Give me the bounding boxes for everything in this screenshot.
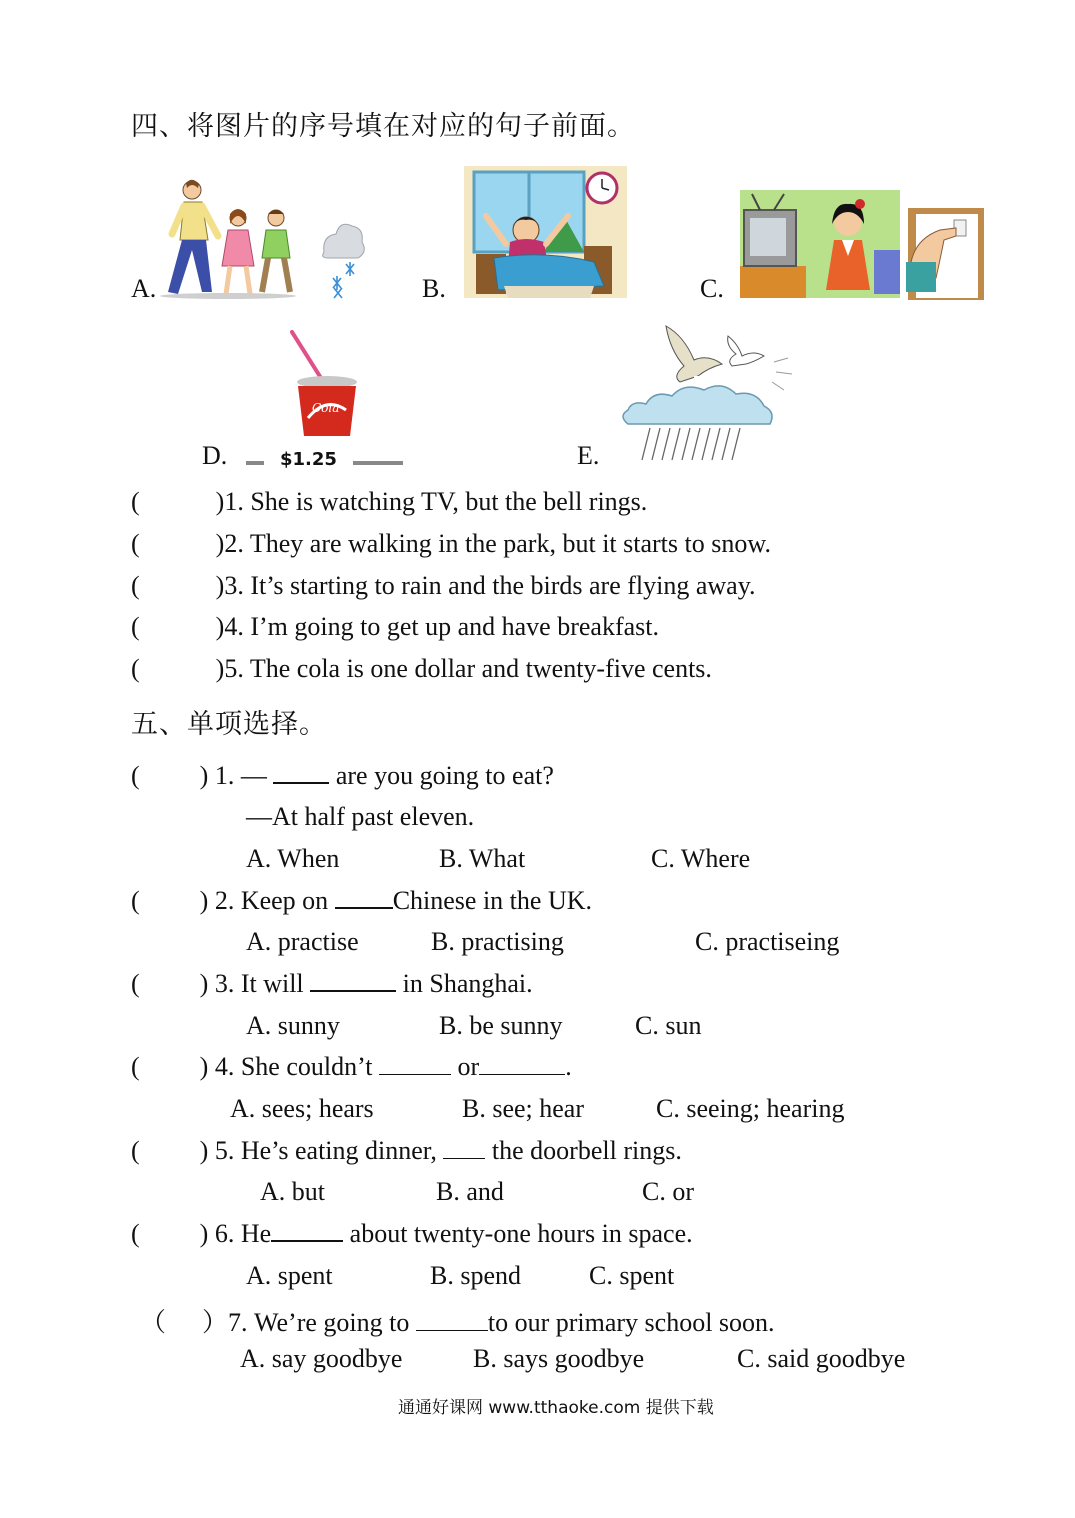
question-4: [131, 1052, 572, 1082]
family-walking-snow-icon: [158, 178, 368, 300]
question-5: [131, 1136, 682, 1166]
answer-paren-open[interactable]: （: [140, 1308, 167, 1337]
section-5-heading: 五、单项选择。: [131, 709, 327, 740]
answer-paren-open[interactable]: (: [131, 886, 140, 915]
q2-option-a[interactable]: A. practise: [246, 927, 359, 956]
question-stem: ) 4. She couldn’t: [199, 1052, 380, 1081]
question-stem: ) 2. Keep on: [199, 886, 335, 915]
question-stem: ) 1. —: [199, 761, 267, 790]
q3-option-b[interactable]: B. be sunny: [439, 1011, 563, 1040]
answer-paren-open[interactable]: (: [131, 654, 140, 683]
fill-blank[interactable]: [271, 1220, 343, 1242]
question-6: [131, 1219, 693, 1249]
question-stem: ) 6. He: [199, 1219, 272, 1248]
footer-source: 通通好课网 www.tthaoke.com 提供下载: [398, 1398, 714, 1418]
q6-option-c[interactable]: C. spent: [589, 1261, 675, 1290]
q7-option-b[interactable]: B. says goodbye: [473, 1344, 645, 1373]
question-stem-end: about twenty-one hours in space.: [343, 1219, 693, 1248]
svg-text:Cola: Cola: [312, 401, 340, 415]
fill-blank[interactable]: [310, 970, 396, 992]
question-3: [131, 969, 533, 999]
question-stem: ) 3. It will: [199, 969, 311, 998]
q5-option-a[interactable]: A. but: [260, 1177, 325, 1206]
answer-paren-open[interactable]: (: [131, 612, 140, 641]
q1-option-a[interactable]: A. When: [246, 844, 340, 873]
picture-label-e: E.: [577, 441, 600, 470]
picture-label-c: C.: [700, 274, 724, 303]
price-line-left: [246, 461, 264, 465]
q5-option-c[interactable]: C. or: [642, 1177, 694, 1206]
answer-paren-close[interactable]: ）: [202, 1308, 229, 1337]
girl-waking-up-icon: [464, 166, 627, 298]
birds-rain-cloud-icon: [614, 320, 794, 466]
q4-option-c[interactable]: C. seeing; hearing: [656, 1094, 845, 1123]
question-stem-end: .: [565, 1052, 572, 1081]
answer-paren-open[interactable]: (: [131, 969, 140, 998]
fill-blank[interactable]: [335, 887, 393, 909]
picture-label-b: B.: [422, 274, 446, 303]
answer-paren-open[interactable]: (: [131, 529, 140, 558]
q4-option-b[interactable]: B. see; hear: [462, 1094, 585, 1123]
answer-paren-open[interactable]: (: [131, 1219, 140, 1248]
q2-option-c[interactable]: C. practiseing: [695, 927, 840, 956]
match-sentence-3: [131, 571, 756, 601]
answer-paren-open[interactable]: (: [131, 571, 140, 600]
question-stem-mid: or: [451, 1052, 480, 1081]
q4-option-a[interactable]: A. sees; hears: [230, 1094, 374, 1123]
q7-option-a[interactable]: A. say goodbye: [240, 1344, 403, 1373]
q1-option-c[interactable]: C. Where: [651, 844, 751, 873]
sentence-text: )4. I’m going to get up and have breakfast.: [215, 612, 659, 641]
question-stem-end: in Shanghai.: [396, 969, 533, 998]
fill-blank[interactable]: [416, 1310, 488, 1331]
match-sentence-5: [131, 654, 712, 684]
q5-option-b[interactable]: B. and: [436, 1177, 504, 1206]
question-1: [131, 761, 554, 791]
section-4-heading: 四、将图片的序号填在对应的句子前面。: [131, 111, 635, 142]
picture-label-a: A.: [131, 274, 157, 303]
q7-option-c[interactable]: C. said goodbye: [737, 1344, 906, 1373]
fill-blank[interactable]: [273, 762, 329, 784]
q6-option-a[interactable]: A. spent: [246, 1261, 333, 1290]
sentence-text: )3. It’s starting to rain and the birds are flying away.: [215, 571, 756, 600]
q3-option-a[interactable]: A. sunny: [246, 1011, 340, 1040]
fill-blank[interactable]: [379, 1054, 451, 1075]
cola-cup-icon: [290, 330, 362, 438]
question-2: [131, 886, 592, 916]
q2-option-b[interactable]: B. practising: [431, 927, 564, 956]
question-7: [140, 1302, 775, 1339]
q3-option-c[interactable]: C. sun: [635, 1011, 702, 1040]
sentence-text: )2. They are walking in the park, but it starts to snow.: [215, 529, 771, 558]
match-sentence-1: [131, 487, 647, 517]
picture-label-d: D.: [202, 441, 228, 470]
question-stem: ) 5. He’s eating dinner,: [199, 1136, 444, 1165]
answer-paren-open[interactable]: (: [131, 761, 140, 790]
question-stem-end: Chinese in the UK.: [392, 886, 592, 915]
question-1-answer-line: —At half past eleven.: [246, 802, 475, 831]
answer-paren-open[interactable]: (: [131, 487, 140, 516]
price-line-right: [353, 461, 403, 465]
question-stem-end: are you going to eat?: [329, 761, 554, 790]
question-stem-end: the doorbell rings.: [485, 1136, 682, 1165]
q1-option-b[interactable]: B. What: [439, 844, 526, 873]
fill-blank[interactable]: [443, 1138, 485, 1159]
answer-paren-open[interactable]: (: [131, 1136, 140, 1165]
cola-price: $1.25: [280, 449, 337, 470]
match-sentence-2: [131, 529, 771, 559]
fill-blank[interactable]: [479, 1054, 565, 1075]
sentence-text: )5. The cola is one dollar and twenty-five cents.: [215, 654, 712, 683]
question-stem: 7. We’re going to: [228, 1308, 416, 1337]
answer-paren-open[interactable]: (: [131, 1052, 140, 1081]
question-stem-end: to our primary school soon.: [487, 1308, 775, 1337]
sentence-text: )1. She is watching TV, but the bell rings.: [215, 487, 648, 516]
girl-watching-tv-doorbell-icon: [740, 190, 985, 300]
match-sentence-4: [131, 612, 659, 642]
q6-option-b[interactable]: B. spend: [430, 1261, 521, 1290]
